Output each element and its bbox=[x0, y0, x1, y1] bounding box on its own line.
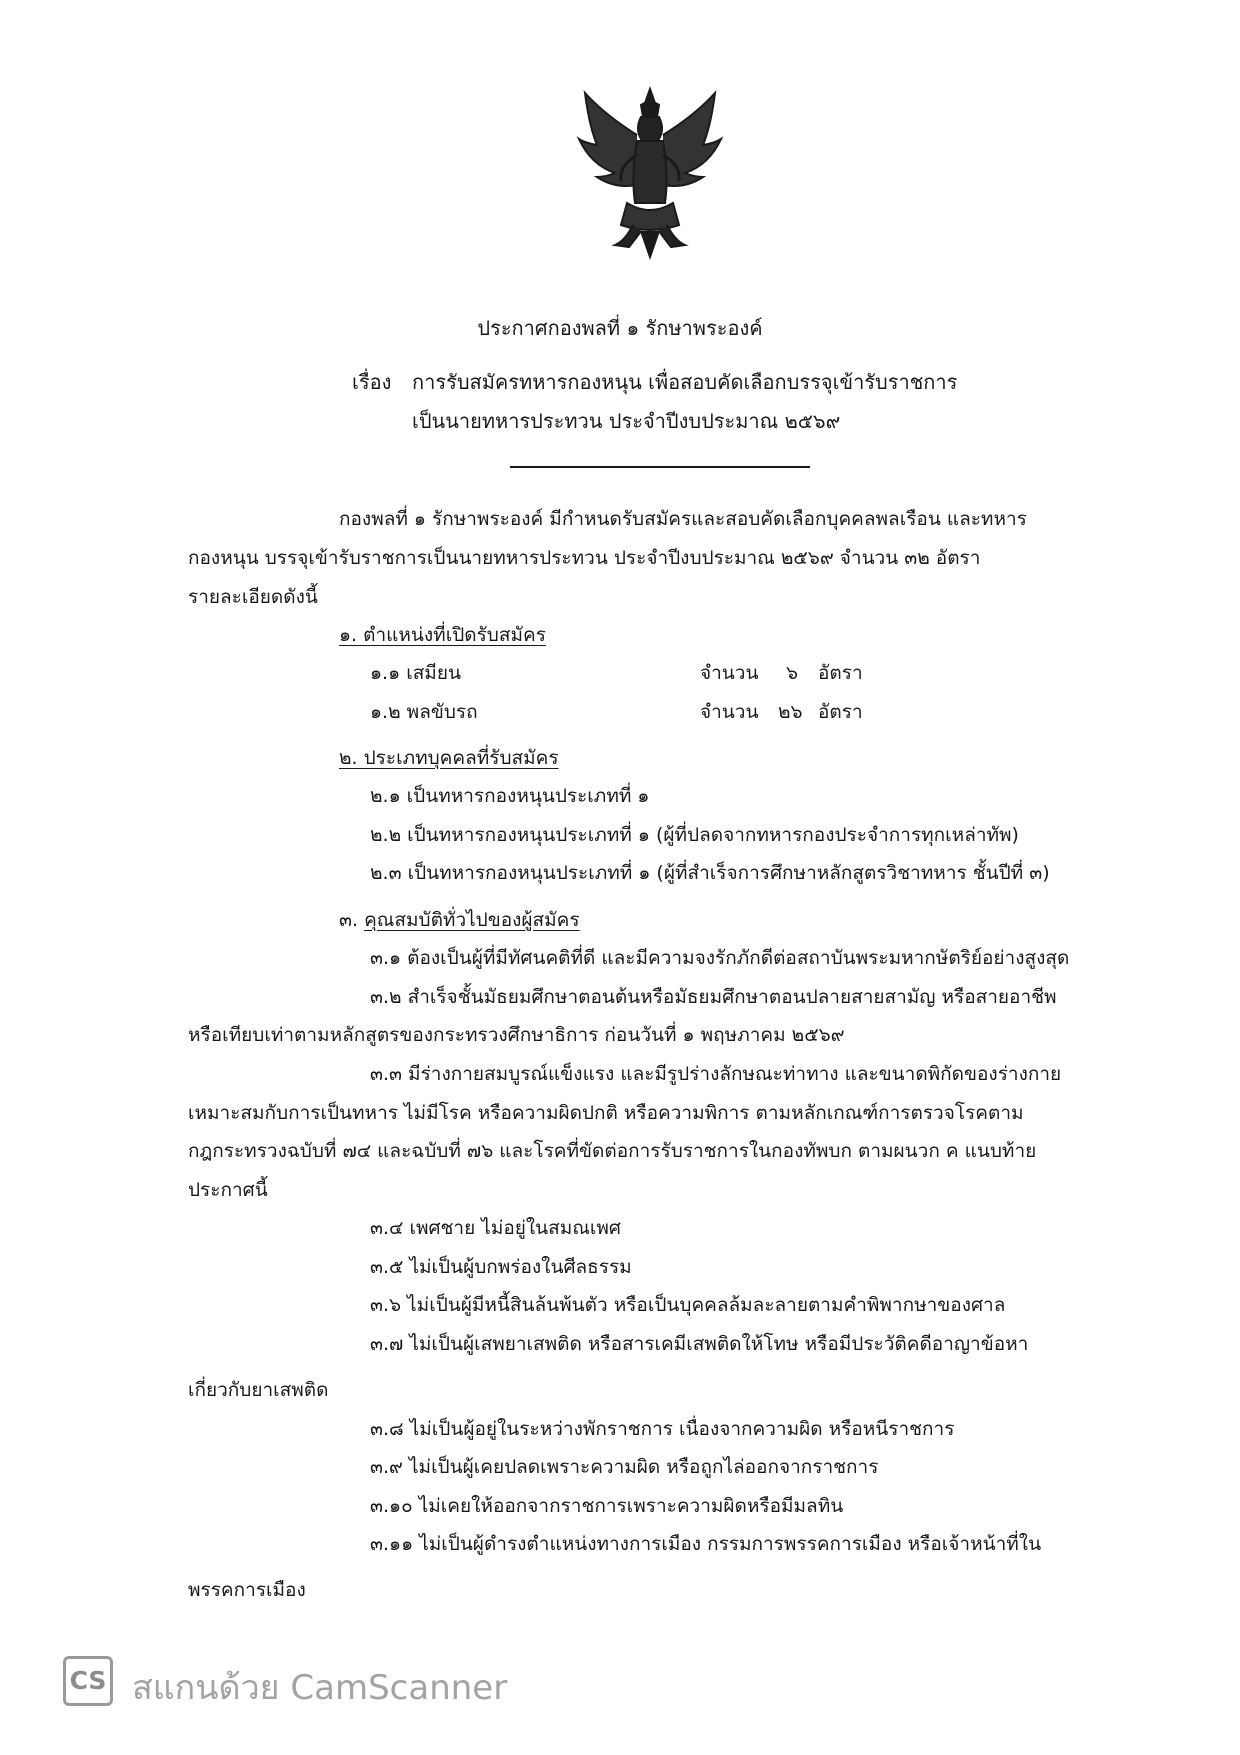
position-row-name: ๑.๒ พลขับรถ bbox=[370, 701, 478, 723]
intro-line-3: รายละเอียดดังนี้ bbox=[188, 586, 318, 608]
qualification-item-cont: หรือเทียบเท่าตามหลักสูตรของกระทรวงศึกษาธิการ ก่อนวันที่ ๑ พฤษภาคม ๒๕๖๙ bbox=[188, 1024, 845, 1046]
intro-line-1: กองพลที่ ๑ รักษาพระองค์ มีกำหนดรับสมัครและสอบคัดเลือกบุคคลพลเรือน และทหาร bbox=[339, 508, 1027, 530]
qualification-item-cont: ประกาศนี้ bbox=[188, 1179, 268, 1201]
qualification-item: ๓.๔ เพศชาย ไม่อยู่ในสมณเพศ bbox=[370, 1217, 621, 1239]
position-row-count-label: จำนวน bbox=[700, 662, 759, 684]
announcement-title: ประกาศกองพลที่ ๑ รักษาพระองค์ bbox=[477, 316, 763, 340]
intro-line-2: กองหนุน บรรจุเข้ารับราชการเป็นนายทหารประทวน ประจำปีงบประมาณ ๒๕๖๙ จำนวน ๓๒ อัตรา bbox=[188, 547, 981, 569]
qualification-item-cont: เกี่ยวกับยาเสพติด bbox=[188, 1379, 329, 1401]
garuda-emblem bbox=[575, 85, 725, 260]
applicant-type-item: ๒.๑ เป็นทหารกองหนุนประเภทที่ ๑ bbox=[370, 785, 650, 807]
section-3-heading bbox=[339, 905, 580, 935]
position-row-count-label: จำนวน bbox=[700, 701, 759, 723]
qualification-item: ๓.๕ ไม่เป็นผู้บกพร่องในศีลธรรม bbox=[370, 1256, 632, 1278]
position-row-count: ๒๖ bbox=[778, 701, 803, 723]
section-2-heading: ๒. ประเภทบุคคลที่รับสมัคร bbox=[339, 747, 559, 769]
qualification-item: ๓.๓ มีร่างกายสมบูรณ์แข็งแรง และมีรูปร่างลักษณะท่าทาง และขนาดพิกัดของร่างกาย bbox=[370, 1063, 1062, 1085]
qualification-item: ๓.๙ ไม่เป็นผู้เคยปลดเพราะความผิด หรือถูกไล่ออกจากราชการ bbox=[370, 1456, 879, 1478]
applicant-type-item: ๒.๓ เป็นทหารกองหนุนประเภทที่ ๑ (ผู้ที่สำเร็จการศึกษาหลักสูตรวิชาทหาร ชั้นปีที่ ๓) bbox=[370, 862, 1050, 884]
section-3-number: ๓. bbox=[339, 909, 359, 931]
camscanner-watermark: สแกนด้วย CamScanner bbox=[132, 1668, 508, 1708]
qualification-item: ๓.๑๑ ไม่เป็นผู้ดำรงตำแหน่งทางการเมือง กรรมการพรรคการเมือง หรือเจ้าหน้าที่ใน bbox=[370, 1533, 1042, 1555]
qualification-item: ๓.๖ ไม่เป็นผู้มีหนี้สินล้นพ้นตัว หรือเป็นบุคคลล้มละลายตามคำพิพากษาของศาล bbox=[370, 1294, 1006, 1316]
position-row-unit: อัตรา bbox=[818, 662, 863, 684]
section-3-title: คุณสมบัติทั่วไปของผู้สมัคร bbox=[364, 909, 580, 931]
qualification-item: ๓.๑๐ ไม่เคยให้ออกจากราชการเพราะความผิดหรือมีมลทิน bbox=[370, 1495, 844, 1517]
applicant-type-item: ๒.๒ เป็นทหารกองหนุนประเภทที่ ๑ (ผู้ที่ปลดจากทหารกองประจำการทุกเหล่าทัพ) bbox=[370, 824, 1019, 846]
title-divider bbox=[510, 466, 810, 468]
camscanner-logo-icon: CS bbox=[63, 1656, 113, 1706]
position-row-name: ๑.๑ เสมียน bbox=[370, 662, 461, 684]
subject-line-1: การรับสมัครทหารกองหนุน เพื่อสอบคัดเลือกบรรจุเข้ารับราชการ bbox=[412, 370, 958, 394]
subject-label: เรื่อง bbox=[352, 370, 392, 394]
qualification-item-cont: พรรคการเมือง bbox=[188, 1579, 306, 1601]
position-row-count: ๖ bbox=[786, 662, 799, 684]
subject-line-2: เป็นนายทหารประทวน ประจำปีงบประมาณ ๒๕๖๙ bbox=[412, 409, 841, 433]
qualification-item-cont: เหมาะสมกับการเป็นทหาร ไม่มีโรค หรือความผิดปกติ หรือความพิการ ตามหลักเกณฑ์การตรวจโรคตาม bbox=[188, 1102, 1024, 1124]
qualification-item-cont: กฎกระทรวงฉบับที่ ๗๔ และฉบับที่ ๗๖ และโรคที่ขัดต่อการรับราชการในกองทัพบก ตามผนวก ค แนบท้าย bbox=[188, 1140, 1037, 1162]
qualification-item: ๓.๒ สำเร็จชั้นมัธยมศึกษาตอนต้นหรือมัธยมศึกษาตอนปลายสายสามัญ หรือสายอาชีพ bbox=[370, 986, 1057, 1008]
qualification-item: ๓.๑ ต้องเป็นผู้ที่มีทัศนคติที่ดี และมีความจงรักภักดีต่อสถาบันพระมหากษัตริย์อย่างสูงสุด bbox=[370, 947, 1070, 969]
section-1-heading: ๑. ตำแหน่งที่เปิดรับสมัคร bbox=[339, 624, 546, 646]
qualification-item: ๓.๗ ไม่เป็นผู้เสพยาเสพติด หรือสารเคมีเสพติดให้โทษ หรือมีประวัติคดีอาญาข้อหา bbox=[370, 1333, 1029, 1355]
position-row-unit: อัตรา bbox=[818, 701, 863, 723]
qualification-item: ๓.๘ ไม่เป็นผู้อยู่ในระหว่างพักราชการ เนื่องจากความผิด หรือหนีราชการ bbox=[370, 1418, 955, 1440]
